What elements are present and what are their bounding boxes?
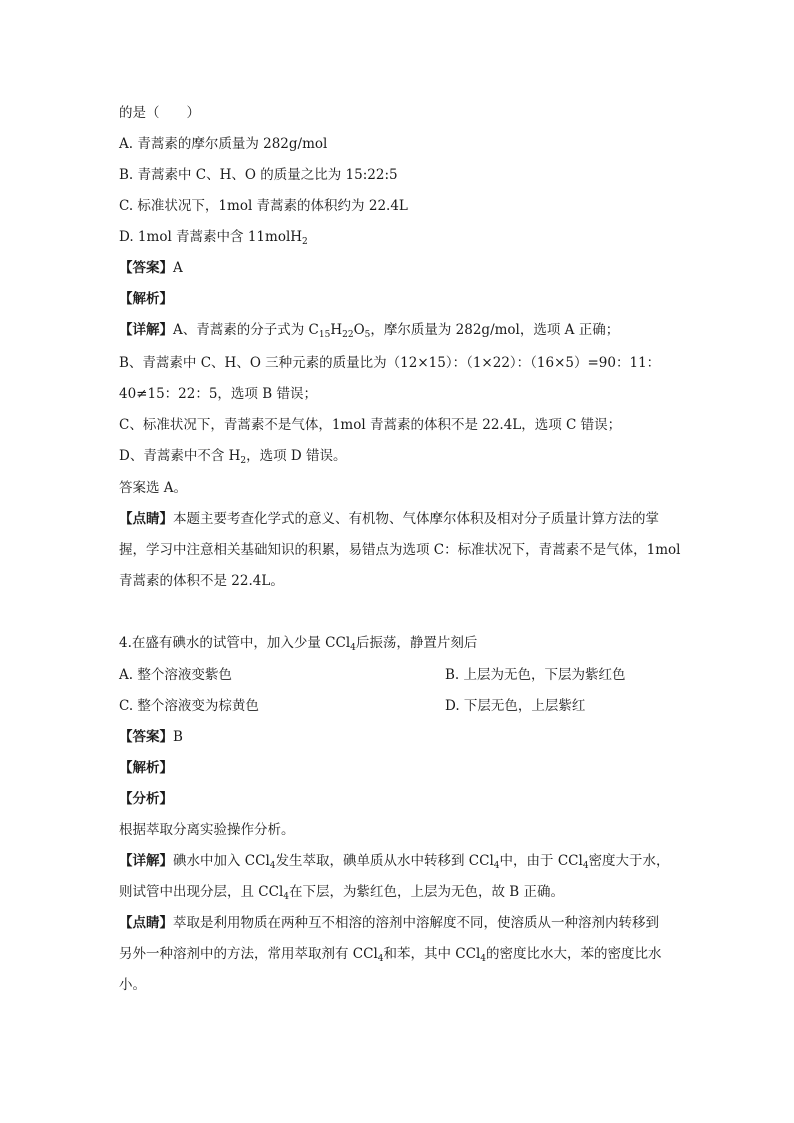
q3-detail-line-4: C、标准状况下，青蒿素不是气体，1mol 青蒿素的体积不是 22.4L，选项 C 错误； bbox=[119, 417, 622, 433]
q4-options-row-1 bbox=[119, 666, 679, 684]
q3-analysis-tag: 【解析】 bbox=[119, 291, 173, 307]
q3-option-b: B. 青蒿素中 C、H、O 的质量之比为 15:22:5 bbox=[119, 167, 398, 183]
q3-option-d: D. 1mol 青蒿素中含 11molH$_2$ bbox=[119, 229, 308, 247]
q4-stem: 4.在盛有碘水的试管中，加入少量 CCl$_4$后振荡，静置片刻后 bbox=[119, 635, 478, 653]
q3-stem-tail: 的是（ ） bbox=[119, 105, 200, 121]
q3-answer: 【答案】A bbox=[119, 260, 183, 276]
q3-conclusion: 答案选 A。 bbox=[119, 480, 188, 496]
q4-fenxi: 根据萃取分离实验操作分析。 bbox=[119, 822, 295, 838]
q4-option-b: B. 上层为无色，下层为紫红色 bbox=[445, 667, 626, 683]
q3-detail-line-2: B、青蒿素中 C、H、O 三种元素的质量比为（12×15）：（1×22）：（16×5）=90：11： bbox=[119, 355, 661, 371]
q3-detail-line-1: 【详解】A、青蒿素的分子式为 $C_{15}H_{22}O_5$，摩尔质量为 282g/mol，选项 A 正确； bbox=[119, 322, 620, 340]
q4-options-row-2 bbox=[119, 697, 679, 715]
q4-tip-line-2: 另外一种溶剂中的方法，常用萃取剂有 CCl$_4$和苯，其中 CCl$_4$的密度比水大，苯的密度比水 bbox=[119, 946, 662, 964]
q4-tip-line-1: 【点睛】萃取是利用物质在两种互不相溶的溶剂中溶解度不同，使溶质从一种溶剂内转移到 bbox=[119, 915, 659, 931]
q3-option-c: C. 标准状况下，1mol 青蒿素的体积约为 22.4L bbox=[119, 198, 408, 214]
q4-answer: 【答案】B bbox=[119, 729, 183, 745]
q4-option-a: A. 整个溶液变紫色 bbox=[119, 667, 232, 683]
q3-detail-line-3: 40≠15：22：5，选项 B 错误； bbox=[119, 386, 317, 402]
q4-detail-line-2: 则试管中出现分层，且 CCl$_4$在下层，为紫红色，上层为无色，故 B 正确。 bbox=[119, 884, 565, 902]
q3-tip-line-1: 【点睛】本题主要考查化学式的意义、有机物、气体摩尔体积及相对分子质量计算方法的掌 bbox=[119, 511, 659, 527]
q3-tip-line-2: 握，学习中注意相关基础知识的积累，易错点为选项 C：标准状况下，青蒿素不是气体，1mol bbox=[119, 542, 681, 558]
q3-option-a: A. 青蒿素的摩尔质量为 282g/mol bbox=[119, 136, 328, 152]
q4-tip-line-3: 小。 bbox=[119, 977, 146, 993]
answer-tag: 【答案】 bbox=[119, 260, 173, 276]
q3-detail-line-5: D、青蒿素中不含 $H_2$，选项 D 错误。 bbox=[119, 448, 347, 466]
q4-fenxi-tag: 【分析】 bbox=[119, 791, 173, 807]
q4-option-c: C. 整个溶液变为棕黄色 bbox=[119, 698, 259, 714]
q4-option-d: D. 下层无色，上层紫红 bbox=[445, 698, 586, 714]
q4-analysis-tag: 【解析】 bbox=[119, 760, 173, 776]
q4-detail-line-1: 【详解】碘水中加入 CCl$_4$发生萃取，碘单质从水中转移到 CCl$_4$中，由于 CCl$_4$密度大于水， bbox=[119, 853, 670, 871]
q3-tip-line-3: 青蒿素的体积不是 22.4L。 bbox=[119, 573, 284, 589]
